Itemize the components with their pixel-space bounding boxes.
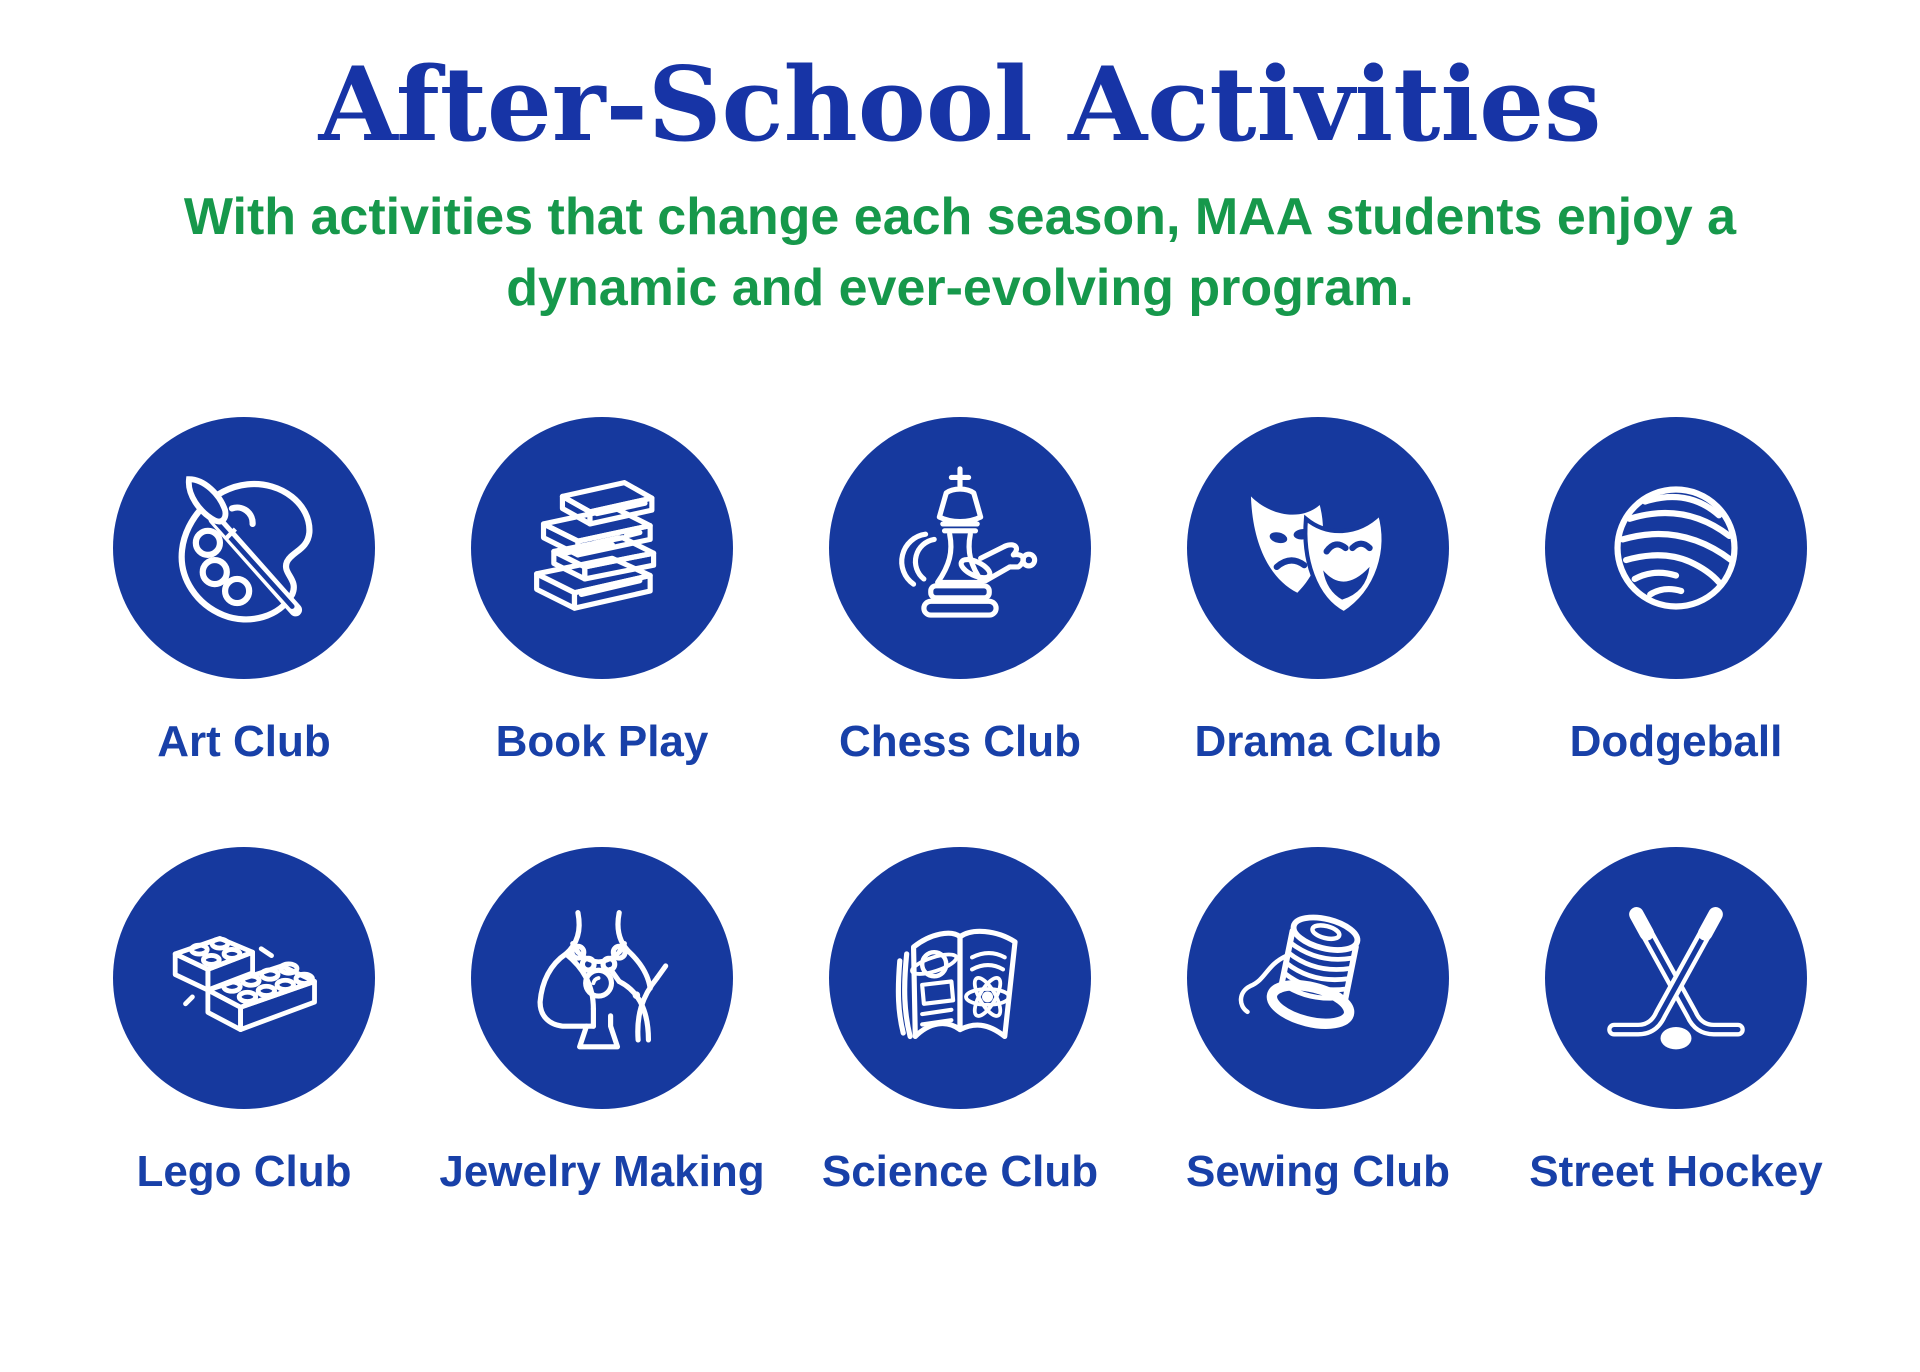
icon-circle [113,417,375,679]
chess-pieces-icon [874,462,1046,634]
page-title: After-School Activities [318,45,1602,165]
activity-label: Jewelry Making [439,1147,765,1196]
activity-tile-science-club [781,847,1139,1197]
science-book-atom-icon [874,892,1046,1064]
activity-label: Science Club [821,1147,1099,1196]
activity-tile-art-club [65,417,423,767]
after-school-activities-poster [0,42,1920,1197]
lego-bricks-icon [158,892,330,1064]
activity-label: Street Hockey [1529,1147,1823,1196]
activity-label: Dodgeball [1569,717,1783,766]
thread-spool-icon [1232,892,1404,1064]
icon-circle [471,847,733,1109]
activity-label: Book Play [495,717,709,766]
ball-icon [1590,462,1762,634]
icon-circle [1545,847,1807,1109]
activity-label: Sewing Club [1186,1147,1450,1196]
icon-circle [829,417,1091,679]
activity-label: Chess Club [838,717,1082,766]
necklace-pliers-icon [516,892,688,1064]
activity-tile-chess-club [781,417,1139,767]
icon-circle [1545,417,1807,679]
activity-tile-lego-club [65,847,423,1197]
activity-label: Lego Club [136,1147,352,1196]
activity-tile-book-play [423,417,781,767]
icon-circle [829,847,1091,1109]
icon-circle [471,417,733,679]
activity-label: Drama Club [1194,717,1442,766]
activities-row-1 [0,417,1920,767]
icon-circle [1187,417,1449,679]
subtitle-line-2: dynamic and ever-evolving program. [506,259,1414,318]
palette-brush-icon [158,462,330,634]
activity-tile-dodgeball [1497,417,1855,767]
subtitle-line-1: With activities that change each season, MAA students enjoy a [183,187,1737,246]
icon-circle [113,847,375,1109]
activities-grid [0,417,1920,1197]
activity-tile-sewing-club [1139,847,1497,1197]
activity-tile-drama-club [1139,417,1497,767]
activity-tile-street-hockey [1497,847,1855,1197]
icon-circle [1187,847,1449,1109]
page-subtitle [0,182,1920,326]
activities-row-2 [0,847,1920,1197]
activity-tile-jewelry-making [423,847,781,1197]
hockey-sticks-icon [1590,892,1762,1064]
book-stack-icon [516,462,688,634]
activity-label: Art Club [157,717,331,766]
theater-masks-icon [1232,462,1404,634]
